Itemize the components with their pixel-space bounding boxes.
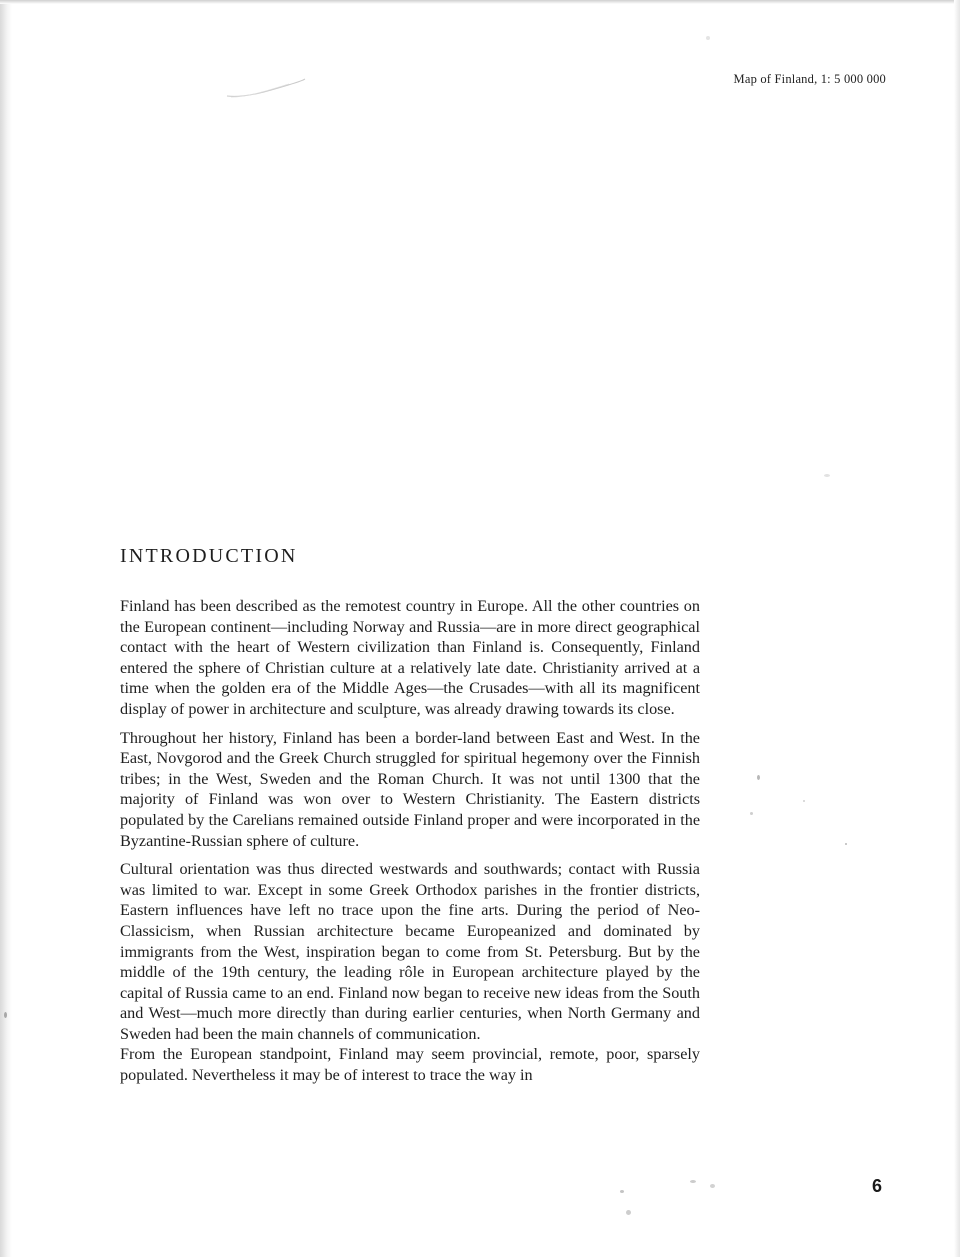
paper-speck [706, 36, 710, 40]
paragraph: From the European standpoint, Finland may seem provincial, remote, poor, sparsely populated. Nevertheless it may be of interest to trace the way in [120, 1045, 700, 1085]
paper-speck [620, 1190, 624, 1193]
paper-speck [750, 812, 753, 815]
page-number: 6 [872, 1176, 883, 1196]
page-binding-shadow [0, 0, 12, 1257]
page-top-shadow [0, 0, 960, 4]
paper-speck [845, 843, 847, 845]
paper-speck [690, 1180, 696, 1183]
paragraph: Finland has been described as the remotest country in Europe. All the other countries on the European continent—including Norway and Russia—are in more direct geographical contact with the heart of Western civilization than Finland is. Consequently, Finland entered the sphere of Christian culture at a relatively late date. Christianity arrived at a time when the golden era of the Middle Ages—the Crusades—with all its magnificent display of power in architecture and sculpture, was already drawing towards its close. [120, 597, 700, 718]
paper-speck [757, 775, 760, 780]
paper-speck [4, 1012, 7, 1018]
paper-speck [824, 474, 830, 477]
map-caption: Map of Finland, 1: 5 000 000 [733, 72, 886, 86]
paragraph: Throughout her history, Finland has been a border-land between East and West. In the East, Novgorod and the Greek Church struggled for spiritual hegemony over the Finnish tribes; in the West, Sweden and the Roman Church. It was not until 1300 that the majority of Finland was won over to Western Christianity. The Eastern districts populated by the Carelians remained outside Finland proper and were incorporated in the Byzantine-Russian sphere of culture. [120, 728, 700, 850]
paper-speck [626, 1210, 631, 1215]
body-text [120, 596, 700, 1086]
paper-speck [710, 1184, 715, 1188]
pencil-mark-icon [225, 78, 307, 100]
paragraph: Cultural orientation was thus directed westwards and southwards; contact with Russia was limited to war. Except in some Greek Orthodox parishes in the frontier districts, Eastern influences have left no trace upon the fine arts. During the period of Neo-Classicism, when Russian architecture became Europeanized and dominated by immigrants from the West, inspiration began to come from St. Petersburg. But by the middle of the 19th century, the leading rôle in European architecture played by the capital of Russia came to an end. Finland now began to receive new ideas from the South and West—much more directly than during earlier centuries, when North Germany and Sweden had been the main channels of communication. [120, 860, 700, 1043]
section-title: INTRODUCTION [120, 545, 298, 567]
paper-speck [803, 800, 805, 802]
page-right-shadow [954, 0, 960, 1257]
